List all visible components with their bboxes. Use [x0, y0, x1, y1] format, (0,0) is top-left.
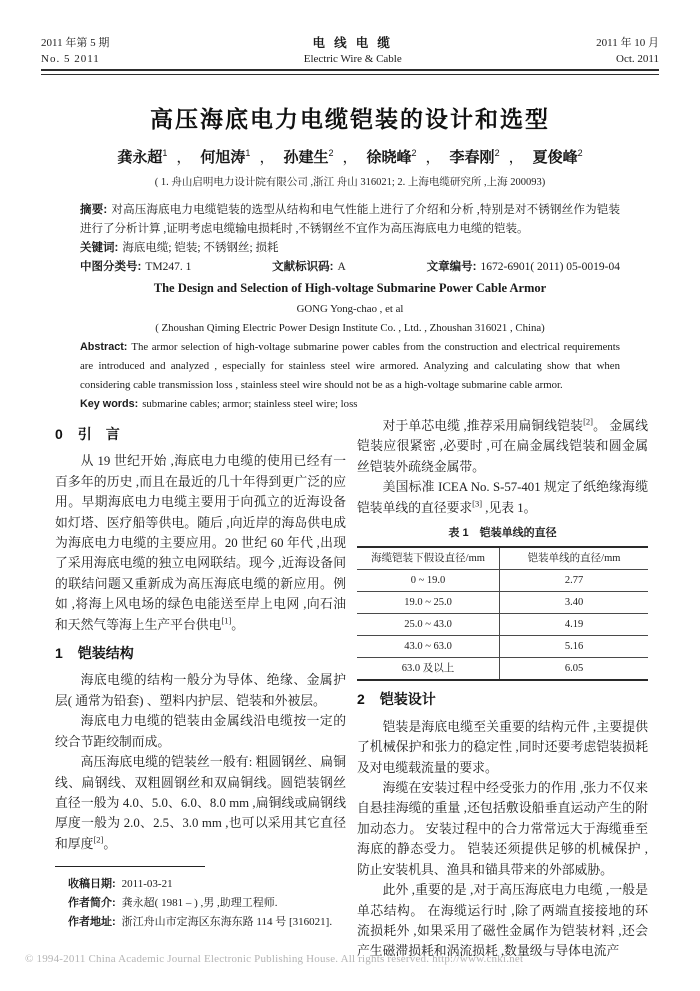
issue-en: No. 5 2011 — [41, 53, 100, 65]
keywords-text-en: submarine cables; armor; stainless steel wire; loss — [142, 398, 358, 410]
table1-row — [357, 636, 648, 658]
author-name: 徐晓峰$^2$ — [366, 148, 417, 166]
section-heading-2: 2 铠装设计 — [357, 691, 436, 708]
article-id: 文章编号: 1672-6901( 2011) 05-0019-04 — [426, 261, 620, 273]
footnote-divider — [55, 866, 205, 867]
keywords-cn — [80, 239, 620, 258]
table1-cell: 6.05 — [564, 663, 584, 675]
author-separator: ， — [342, 149, 358, 166]
keywords-label-en: Key words: — [80, 398, 139, 410]
paragraph-armor-design-1: 铠装是海底电缆至关重要的结构元件 ,主要提供了机械保护和张力的稳定性 ,同时还要考虑铠装损耗及对电缆载流量的要求。 — [357, 719, 648, 775]
author-separator: ， — [425, 149, 441, 166]
table1-cell: 63.0 及以上 — [357, 658, 500, 681]
footnote-author-bio: 作者简介: 龚永超( 1981 – ) ,男 ,助理工程师. — [68, 897, 278, 910]
table1-header-cell: 铠装单线的直径/mm — [500, 547, 648, 570]
affiliation-cn: ( 1. 舟山启明电力设计院有限公司 ,浙江 舟山 316021; 2. 上海电缆研究所 ,上海 200093) — [154, 177, 546, 188]
paragraph-single-core: 对于单芯电缆 ,推荐采用扁铜线铠装[2]。 金属线铠装应很紧密 ,必要时 ,可在扁金属线铠装和圆金属丝铠装外疏绕金属带。 — [357, 416, 648, 474]
table1-row — [357, 592, 648, 614]
table1-cell: 5.16 — [500, 636, 648, 658]
keywords-text-cn: 海底电缆; 铠装; 不锈钢丝; 损耗 — [122, 242, 279, 254]
english-block — [80, 279, 620, 414]
date-en: Oct. 2011 — [616, 53, 659, 65]
abstract-label-cn: 摘要: — [80, 204, 108, 216]
chinese-abstract-block — [80, 201, 620, 277]
issue-cn: 2011 年第 5 期 — [41, 37, 110, 49]
abstract-text-cn: 对高压海底电力电缆铠装的选型从结构和电气性能上进行了介绍和分析 ,特别是对不锈钢丝作为铠装进行了分析计算 ,证明考虑电缆输电损耗时 ,不锈钢丝不宜作为高压海底电力电缆的铠装。 — [80, 204, 620, 235]
section-heading-1: 1 铠装结构 — [55, 645, 134, 662]
section-heading-0: 0 引 言 — [55, 426, 120, 442]
authors-line — [0, 146, 700, 167]
table1-cell: 3.40 — [500, 592, 648, 614]
table1-cell: 2.77 — [500, 570, 648, 592]
table1-caption: 表 1 铠装单线的直径 — [448, 527, 557, 540]
abstract-cn — [80, 201, 620, 239]
clc-number: 中图分类号: TM247. 1 — [80, 261, 192, 273]
affiliation-en: ( Zhoushan Qiming Electric Power Design Institute Co. , Ltd. , Zhoushan 316021 , China) — [155, 322, 545, 334]
journal-name-en: Electric Wire & Cable — [303, 53, 402, 65]
document-code: 文献标识码: A — [272, 261, 346, 273]
header-issue-block — [41, 35, 109, 67]
table1-cell: 19.0 ~ 25.0 — [357, 592, 500, 614]
keywords-label-cn: 关键词: — [80, 242, 119, 254]
abstract-label-en: Abstract: — [80, 341, 128, 353]
table1-armor-wire-diameter — [357, 546, 648, 681]
table1-cell: 25.0 ~ 43.0 — [357, 614, 500, 636]
author-name: 龚永超$^1$ — [117, 148, 168, 166]
footnote-block — [55, 875, 346, 932]
table1-cell: 43.0 ~ 63.0 — [357, 636, 500, 658]
footnote-author-address: 作者地址: 浙江舟山市定海区东海东路 114 号 [316021]. — [68, 916, 333, 929]
article-title-en: The Design and Selection of High-voltage Submarine Power Cable Armor — [153, 281, 547, 295]
author-name: 夏俊峰$^2$ — [532, 148, 583, 166]
paragraph-armor-design-2: 海缆在安装过程中经受张力的作用 ,张力不仅来自悬挂海缆的重量 ,还包括敷设船垂直运动产生的附加动态力。 安装过程中的合力常常远大于海缆垂至海底的静态受力。 铠装还须提供足够的机械保护 ,防止安装机具、渔具和锚具带来的外部威胁。 — [357, 781, 648, 877]
paragraph-armor-design-3: 此外 ,重要的是 ,对于高压海底电力电缆 ,一般是单芯结构。 在海缆运行时 ,除了两端直接接地的环流损耗外 ,如果采用了磁性金属作为铠装材料 ,还会产生磁滞损耗和涡流损耗 ,数量级与导体电流产 — [357, 883, 648, 959]
author-separator: ， — [259, 149, 275, 166]
date-cn: 2011 年 10 月 — [596, 37, 659, 49]
table1-header-row — [357, 547, 648, 570]
keywords-en — [80, 395, 620, 414]
abstract-en — [80, 338, 620, 395]
paragraph-intro: 从 19 世纪开始 ,海底电力电缆的使用已经有一百多年的历史 ,而且在最近的几十年得到更广泛的应用。早期海底电力电缆主要用于向孤立的近海设备如灯塔、医疗船等供电。随后 ,向近岸的海岛供电成为海底电力电缆的主要应用。20 世纪 60 年代 ,出现了采用海底电缆的独立电网联结。现今 ,近海设备间的联结问题又重新成为高压海底电缆的新应用。例如 ,将海上风电场的绿色电能送至岸上电网 ,向石油和天然气等海上生产平台供电[1]。 — [55, 454, 346, 632]
copyright-footer: © 1994-2011 China Academic Journal Electronic Publishing House. All rights reserved. http://www.cnki.net — [25, 953, 524, 965]
article-meta-row — [80, 258, 620, 277]
article-title-cn: 高压海底电力电缆铠装的设计和选型 — [150, 106, 550, 132]
table1-cell: 0 ~ 19.0 — [357, 570, 500, 592]
table1-cell: 4.19 — [500, 614, 648, 636]
author-separator: ， — [508, 149, 524, 166]
journal-name-cn: 电 线 电 缆 — [312, 36, 393, 50]
journal-header — [41, 35, 659, 67]
header-divider — [41, 69, 659, 75]
paragraph-icea-standard: 美国标准 ICEA No. S-57-401 规定了纸绝缘海缆铠装单线的直径要求[3] ,见表 1。 — [357, 480, 648, 515]
table1-row — [357, 614, 648, 636]
left-column — [55, 422, 346, 932]
author-name: 李春刚$^2$ — [449, 148, 500, 166]
author-name: 孙建生$^2$ — [283, 148, 334, 166]
footnote-received-date: 收稿日期: 2011-03-21 — [68, 878, 173, 891]
right-column — [357, 416, 648, 962]
author-separator: ， — [176, 149, 192, 166]
paragraph-armor-structure-2: 海底电力电缆的铠装由金属线沿电缆按一定的绞合节距绞制而成。 — [55, 714, 346, 749]
header-date-block — [596, 35, 659, 67]
paragraph-armor-structure-1: 海底电缆的结构一般分为导体、绝缘、金属护层( 通常为铅套) 、塑料内护层、铠装和外被层。 — [55, 673, 346, 708]
abstract-text-en: The armor selection of high-voltage submarine power cables from the construction and electrical requirements are introduced and analyzed , especially for stainless steel wire armored. Analyzing and calculating show that when considering cable transmission loss , stainless steel wire should not be as a high-voltage submarine cable armor. — [80, 341, 620, 391]
table1-header-cell: 海缆铠装下假设直径/mm — [357, 547, 500, 570]
author-name: 何旭涛$^1$ — [200, 148, 251, 166]
paragraph-armor-structure-3: 高压海底电缆的铠装丝一般有: 粗圆钢丝、扁铜线、扁钢线、双粗圆钢丝和双扁铜线。圆铠装钢丝直径一般为 4.0、5.0、6.0、8.0 mm ,扁铜线或扁钢线厚度一般为 2.0、2.5、3.0 mm ,也可以采用其它直径和厚度[2]。 — [55, 755, 346, 851]
table1-row — [357, 658, 648, 681]
table1-row — [357, 570, 648, 592]
authors-en: GONG Yong-chao , et al — [296, 303, 404, 315]
header-journal-name-block — [304, 35, 402, 67]
